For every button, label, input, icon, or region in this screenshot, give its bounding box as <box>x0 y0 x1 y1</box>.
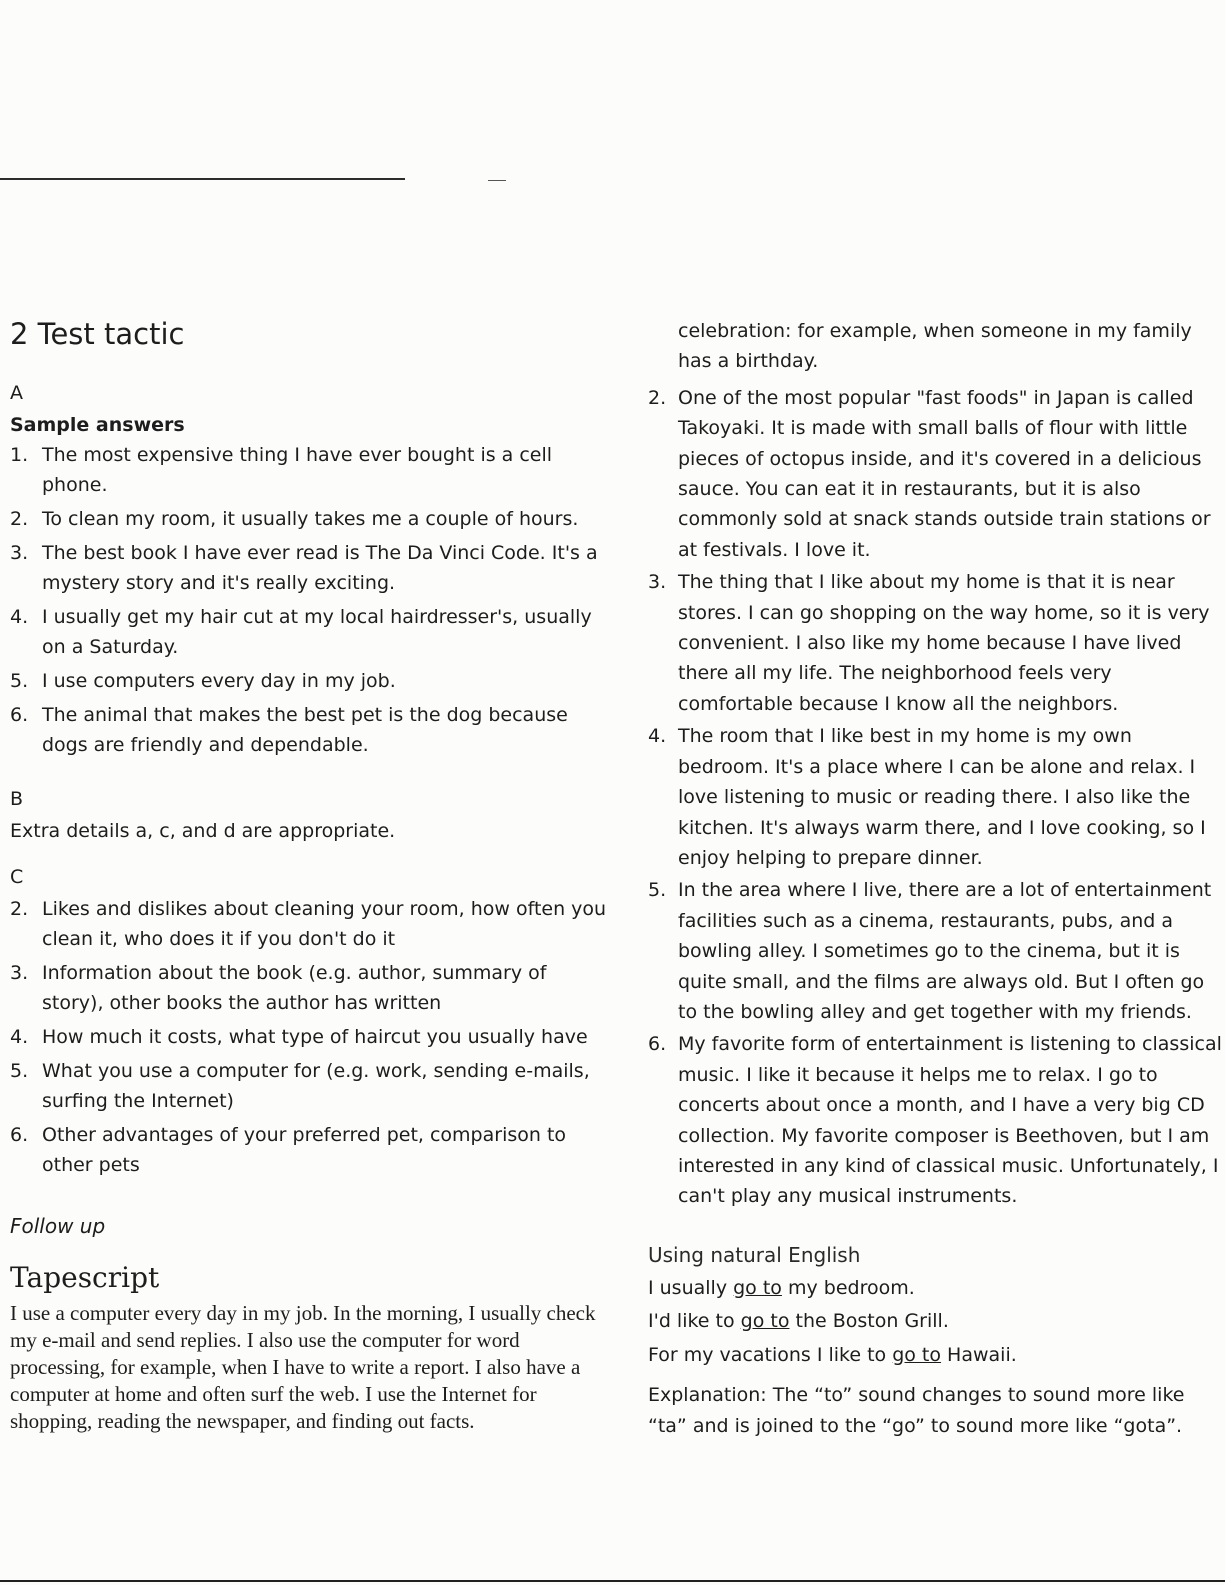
list-item: 1. The most expensive thing I have ever bought is a cell phone. <box>10 444 553 496</box>
part-c-list <box>10 894 610 1180</box>
part-a-list <box>10 440 610 760</box>
list-item: 3. The best book I have ever read is The Da Vinci Code. It's a mystery story and it's really exciting. <box>10 542 598 594</box>
right-column <box>648 316 1225 1442</box>
tapescript-heading: Tapescript <box>10 1261 160 1294</box>
follow-up-heading: Follow up <box>10 1214 106 1238</box>
top-rule <box>0 178 405 180</box>
list-item: 4. How much it costs, what type of haircut you usually have <box>10 1026 588 1048</box>
left-column <box>10 316 610 1435</box>
bottom-rule <box>0 1580 1225 1582</box>
continuation-text: celebration: for example, when someone in my family has a birthday. <box>678 320 1192 373</box>
list-item: 4. I usually get my hair cut at my local hairdresser's, usually on a Saturday. <box>10 606 592 658</box>
natural-english-heading: Using natural English <box>648 1242 861 1267</box>
list-item: 6. The animal that makes the best pet is the dog because dogs are friendly and dependable. <box>10 704 568 756</box>
list-item: 6. Other advantages of your preferred pet, comparison to other pets <box>10 1124 567 1176</box>
list-item: 6. My favorite form of entertainment is listening to classical music. I like it because it helps me to relax. I go to concerts about once a month, and I have a very big CD collection. My favorite composer is Beethoven, but I am interested in any kind of classical music. Unfortunately, I can't play any musical instruments. <box>648 1033 1222 1208</box>
explanation-text: Explanation: The “to” sound changes to sound more like “ta” and is joined to the “go” to sound more like “gota”. <box>648 1384 1185 1438</box>
example-line: For my vacations I like to go to Hawaii. <box>648 1343 1017 1366</box>
example-line: I usually go to my bedroom. <box>648 1276 915 1299</box>
list-item: 5. I use computers every day in my job. <box>10 670 396 692</box>
list-item: 2. To clean my room, it usually takes me a couple of hours. <box>10 508 579 530</box>
list-item: 5. What you use a computer for (e.g. work, sending e-mails, surfing the Internet) <box>10 1060 590 1112</box>
part-a-letter: A <box>10 382 23 404</box>
answers-list <box>648 383 1225 1212</box>
sample-answers-heading: Sample answers <box>10 414 185 436</box>
part-b-text: Extra details a, c, and d are appropriate. <box>10 820 396 842</box>
list-item: 3. Information about the book (e.g. author, summary of story), other books the author has written <box>10 962 547 1014</box>
list-item: 3. The thing that I like about my home is that it is near stores. I can go shopping on the way home, so it is very convenient. I also like my home because I have lived there all my life. The neighborhood feels very comfortable because I know all the neighbors. <box>648 571 1210 715</box>
tapescript-text: I use a computer every day in my job. In the morning, I usually check my e-mail and send replies. I also use the computer for word processing, for example, when I have to write a report. I also have a computer at home and often surf the web. I use the Internet for shopping, reading the newspaper, and finding out facts. <box>10 1301 596 1433</box>
list-item: 2. One of the most popular "fast foods" in Japan is called Takoyaki. It is made with small balls of flour with little pieces of octopus inside, and it's covered in a delicious sauce. You can eat it in restaurants, but it is also commonly sold at snack stands outside train stations or at festivals. I love it. <box>648 386 1211 561</box>
part-b-letter: B <box>10 788 24 810</box>
list-item: 5. In the area where I live, there are a lot of entertainment facilities such as a cinema, restaurants, pubs, and a bowling alley. I sometimes go to the cinema, but it is quite small, and the films are always old. But I often go to the bowling alley and get together with my friends. <box>648 879 1212 1023</box>
list-item: 4. The room that I like best in my home is my own bedroom. It's a place where I can be alone and relax. I love listening to music or reading there. I also like the kitchen. It's always warm there, and I love cooking, so I enjoy helping to prepare dinner. <box>648 725 1206 869</box>
section-title: 2 Test tactic <box>10 317 185 351</box>
list-item: 2. Likes and dislikes about cleaning your room, how often you clean it, who does it if you don't do it <box>10 898 607 950</box>
top-rule-fragment <box>488 180 506 181</box>
part-c-letter: C <box>10 866 24 888</box>
example-line: I'd like to go to the Boston Grill. <box>648 1310 949 1333</box>
